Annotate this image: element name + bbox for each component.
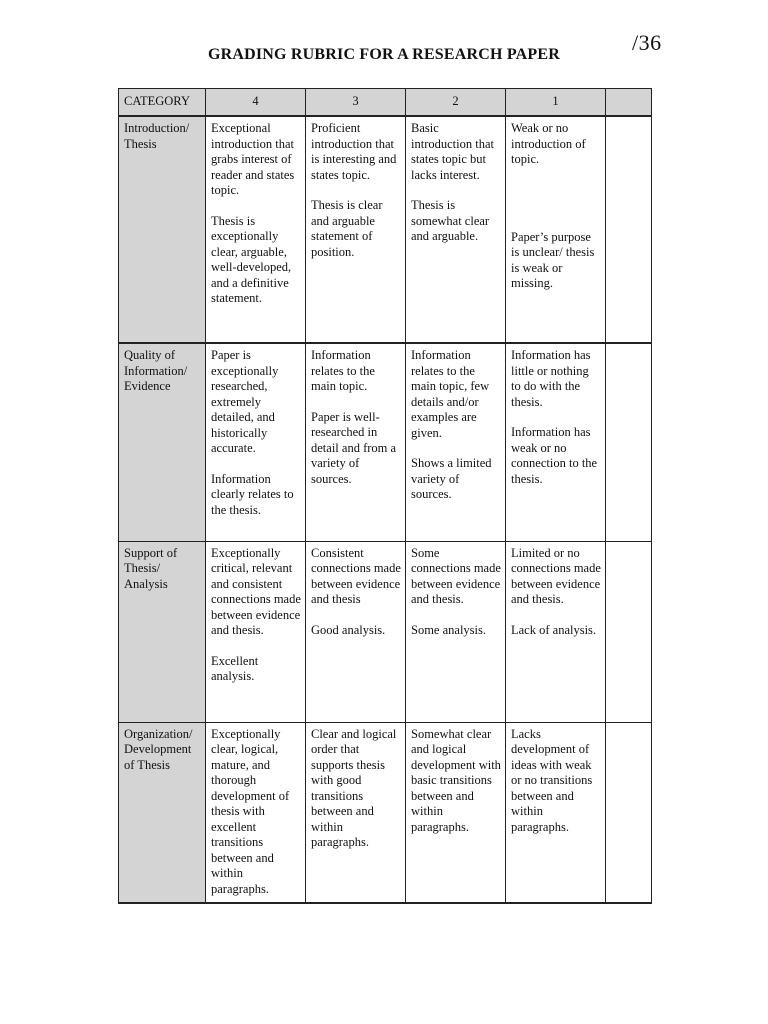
score-cell-2	[406, 541, 506, 722]
table-row	[119, 722, 652, 903]
cell-paragraph: Information relates to the main topic, few details and/or examples are given.	[411, 348, 490, 440]
cell-paragraph: Exceptional introduction that grabs interest of reader and states topic.	[211, 121, 295, 197]
score-cell-4	[206, 722, 306, 903]
cell-paragraph: Consistent connections made between evidence and thesis	[311, 545, 401, 606]
score-cell-2	[406, 116, 506, 343]
row-category: Introduction/ Thesis	[119, 116, 206, 343]
header-points	[606, 89, 652, 117]
cell-paragraph: Some analysis.	[411, 622, 486, 637]
cell-paragraph: Lacks development of ideas with weak or no transitions between and within paragraphs.	[511, 726, 593, 834]
score-cell-2	[406, 343, 506, 541]
score-cell-1	[506, 116, 606, 343]
cell-paragraph: Thesis is exceptionally clear, arguable, well-developed, and a definitive statement.	[211, 213, 292, 305]
score-cell-3	[306, 722, 406, 903]
table-header-row	[119, 89, 652, 117]
header-score-3: 3	[306, 89, 406, 117]
row-category: Support of Thesis/ Analysis	[119, 541, 206, 722]
total-score: /36	[632, 30, 662, 55]
score-cell-2	[406, 722, 506, 903]
cell-paragraph: Shows a limited variety of sources.	[411, 456, 492, 501]
table-row	[119, 343, 652, 541]
table-row	[119, 116, 652, 343]
score-cell-3	[306, 343, 406, 541]
points-cell	[606, 343, 652, 541]
cell-paragraph: Exceptionally critical, relevant and consistent connections made between evidence and thesis.	[211, 545, 301, 637]
score-cell-1	[506, 722, 606, 903]
score-cell-4	[206, 116, 306, 343]
cell-paragraph: Information has little or nothing to do with the thesis.	[511, 348, 591, 409]
header-score-1: 1	[506, 89, 606, 117]
row-category: Quality of Information/ Evidence	[119, 343, 206, 541]
score-cell-3	[306, 541, 406, 722]
header-score-2: 2	[406, 89, 506, 117]
cell-paragraph: Information has weak or no connection to the thesis.	[511, 425, 598, 486]
cell-paragraph: Information clearly relates to the thesis.	[211, 471, 294, 517]
cell-paragraph: Excellent analysis.	[211, 653, 259, 683]
cell-paragraph: Paper is exceptionally researched, extremely detailed, and historically accurate.	[211, 348, 279, 455]
points-cell	[606, 116, 652, 343]
cell-paragraph: Some connections made between evidence and thesis.	[411, 545, 501, 606]
score-cell-4	[206, 541, 306, 722]
cell-paragraph: Paper is well-researched in detail and from a variety of sources.	[311, 409, 397, 486]
cell-paragraph: Good analysis.	[311, 622, 386, 637]
score-cell-1	[506, 343, 606, 541]
cell-paragraph: Clear and logical order that supports thesis with good transitions between and within paragraphs.	[311, 726, 397, 849]
cell-paragraph: Paper’s purpose is unclear/ thesis is weak or missing.	[511, 229, 595, 290]
table-row	[119, 541, 652, 722]
header-category: CATEGORY	[119, 89, 206, 117]
score-cell-1	[506, 541, 606, 722]
cell-paragraph: Somewhat clear and logical development with basic transitions between and within paragraphs.	[411, 726, 501, 834]
cell-paragraph: Exceptionally clear, logical, mature, and thorough development of thesis with excellent transitions between and within paragraphs.	[211, 726, 290, 896]
cell-paragraph: Lack of analysis.	[511, 622, 597, 637]
cell-paragraph: Proficient introduction that is interesting and states topic.	[311, 121, 397, 182]
rubric-table	[118, 88, 652, 904]
row-category: Organization/ Development of Thesis	[119, 722, 206, 903]
page-title: GRADING RUBRIC FOR A RESEARCH PAPER	[207, 46, 561, 63]
cell-paragraph: Thesis is clear and arguable statement of position.	[311, 198, 383, 259]
score-cell-3	[306, 116, 406, 343]
cell-paragraph: Limited or no connections made between evidence and thesis.	[511, 545, 601, 606]
points-cell	[606, 541, 652, 722]
cell-paragraph: Basic introduction that states topic but lacks interest.	[411, 121, 494, 182]
points-cell	[606, 722, 652, 903]
score-cell-4	[206, 343, 306, 541]
cell-paragraph: Thesis is somewhat clear and arguable.	[411, 198, 490, 243]
cell-paragraph: Information relates to the main topic.	[311, 348, 375, 393]
cell-paragraph: Weak or no introduction of topic.	[511, 121, 586, 166]
header-score-4: 4	[206, 89, 306, 117]
